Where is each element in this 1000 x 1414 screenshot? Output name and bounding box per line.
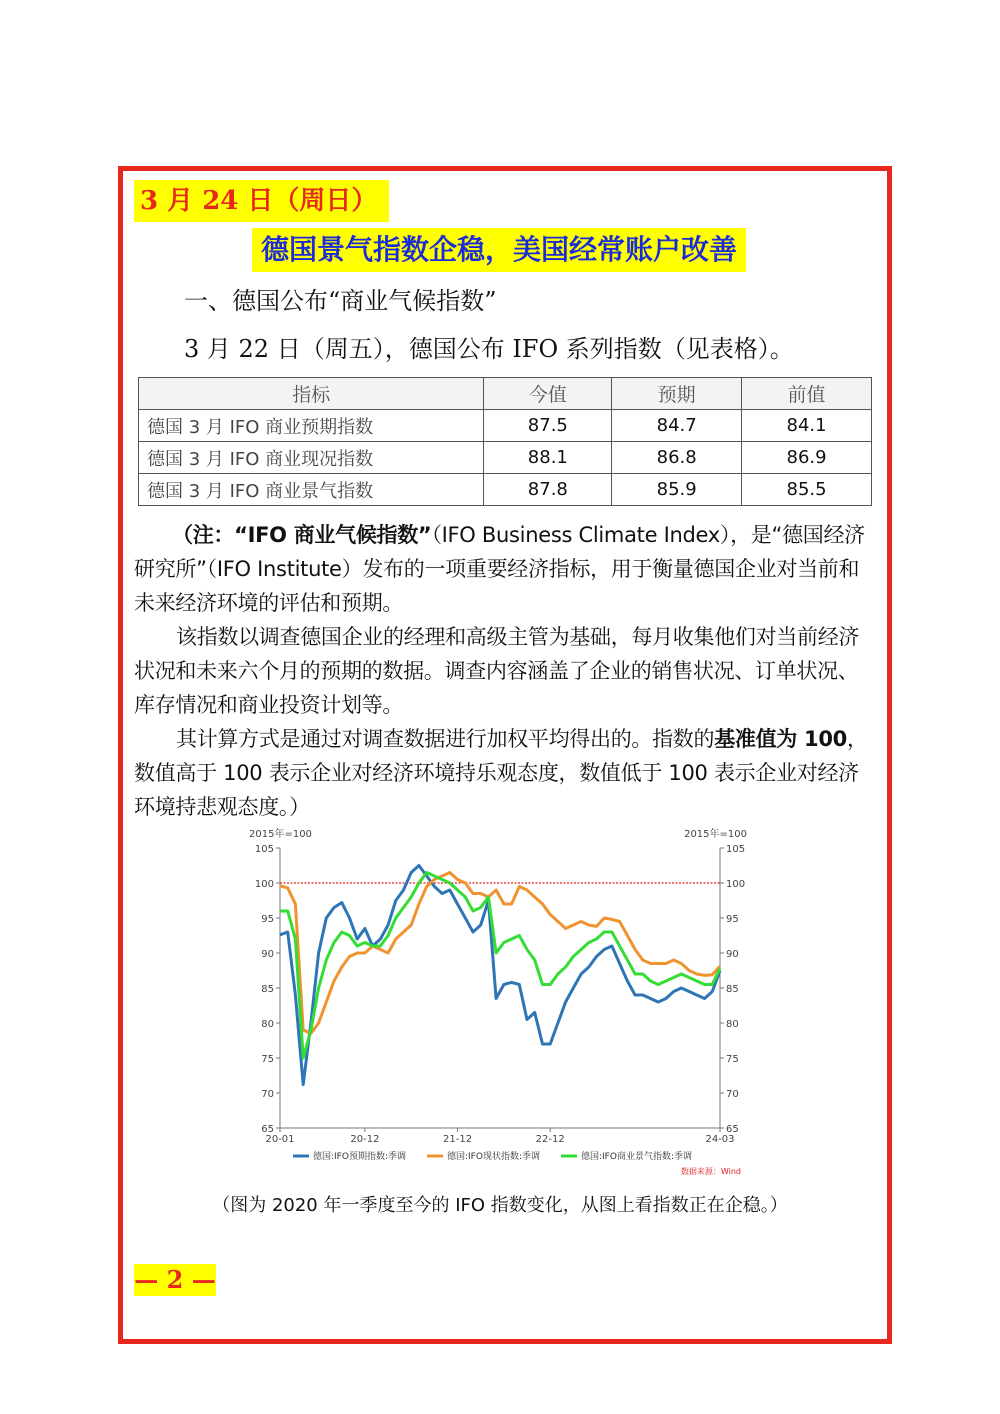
actual-value: 88.1 — [484, 442, 612, 474]
headline: 德国景气指数企稳，美国经常账户改善 — [252, 228, 746, 272]
chart-caption: （图为 2020 年一季度至今的 IFO 指数变化，从图上看指数正在企稳。） — [212, 1195, 788, 1216]
y-tick-label-left: 80 — [261, 1019, 274, 1030]
y-tick-label-left: 105 — [254, 844, 274, 855]
series-line-climate — [280, 873, 720, 1059]
x-tick-label: 21-12 — [443, 1134, 473, 1145]
y-tick-label-right: 100 — [726, 879, 746, 890]
forecast-value: 84.7 — [612, 410, 742, 442]
y-tick-label-left: 70 — [261, 1089, 274, 1100]
page-number: — 2 — — [134, 1265, 216, 1294]
y-tick-label-left: 75 — [261, 1054, 274, 1065]
actual-value: 87.5 — [484, 410, 612, 442]
y-tick-label-left: 90 — [261, 949, 274, 960]
y-tick-label-right: 65 — [726, 1124, 739, 1135]
y-tick-label-right: 80 — [726, 1019, 739, 1030]
x-tick-label: 24-03 — [705, 1134, 735, 1145]
ifo-table — [138, 377, 872, 506]
y-tick-label-right: 105 — [726, 844, 746, 855]
y-tick-label-right: 70 — [726, 1089, 739, 1100]
x-tick-label: 22-12 — [535, 1134, 565, 1145]
note-paragraph-2: 该指数以调查德国企业的经理和高级主管为基础，每月收集他们对当前经济状况和未来六个月的预期的数据。调查内容涵盖了企业的销售状况、订单状况、库存情况和商业投资计划等。 — [134, 625, 860, 717]
note-term: “IFO 商业气候指数” — [234, 523, 432, 547]
previous-value: 85.5 — [742, 474, 872, 506]
y-tick-label-left: 100 — [254, 879, 274, 890]
y-tick-label-right: 90 — [726, 949, 739, 960]
ifo-chart — [245, 824, 755, 1180]
left-unit-label: 2015年=100 — [249, 829, 312, 840]
y-tick-label-left: 95 — [261, 914, 274, 925]
note-definition: （IFO Business Climate Index），是“德国经济研究所”（IFO Institute）发布的一项重要经济指标，用于衡量德国企业对当前和未来经济环境的评估和预期。 — [134, 523, 865, 615]
x-tick-label: 20-01 — [265, 1134, 295, 1145]
right-unit-label: 2015年=100 — [684, 829, 747, 840]
previous-value: 84.1 — [742, 410, 872, 442]
forecast-value: 86.8 — [612, 442, 742, 474]
table-header-row — [139, 378, 872, 410]
legend-label-expectations: 德国:IFO预期指数:季调 — [313, 1152, 406, 1162]
y-tick-label-right: 85 — [726, 984, 739, 995]
y-tick-label-right: 95 — [726, 914, 739, 925]
indicator-name: 德国 3 月 IFO 商业现况指数 — [139, 442, 484, 474]
note-paragraph-3 — [134, 722, 870, 824]
note-text: ，数值高于 100 表示企业对经济环境持乐观态度，数值低于 100 表示企业对经济环境持悲观态度。） — [134, 727, 868, 819]
table-header: 指标 — [139, 378, 484, 410]
series-line-current — [280, 873, 720, 1034]
indicator-name: 德国 3 月 IFO 商业景气指数 — [139, 474, 484, 506]
indicator-name: 德国 3 月 IFO 商业预期指数 — [139, 410, 484, 442]
table-row — [139, 442, 872, 474]
date-badge: 3 月 24 日（周日） — [134, 180, 389, 222]
table-header: 预期 — [612, 378, 742, 410]
table-header: 今值 — [484, 378, 612, 410]
y-tick-label-left: 65 — [261, 1124, 274, 1135]
table-row — [139, 410, 872, 442]
table-header: 前值 — [742, 378, 872, 410]
actual-value: 87.8 — [484, 474, 612, 506]
table-row — [139, 474, 872, 506]
ifo-line-chart — [245, 824, 755, 1180]
intro-text: 3 月 22 日（周五），德国公布 IFO 系列指数（见表格）。 — [184, 335, 794, 363]
legend-label-climate: 德国:IFO商业景气指数:季调 — [581, 1152, 692, 1162]
x-tick-label: 20-12 — [350, 1134, 380, 1145]
note-paragraph-1 — [134, 518, 870, 620]
note-text: 其计算方式是通过对调查数据进行加权平均得出的。指数的 — [176, 727, 715, 751]
forecast-value: 85.9 — [612, 474, 742, 506]
chart-source: 数据来源：Wind — [680, 1167, 741, 1176]
note-baseline: 基准值为 100 — [714, 727, 847, 751]
section-title: 一、德国公布“商业气候指数” — [184, 287, 497, 315]
legend-label-current: 德国:IFO现状指数:季调 — [447, 1152, 540, 1162]
previous-value: 86.9 — [742, 442, 872, 474]
y-tick-label-left: 85 — [261, 984, 274, 995]
note-open: （注： — [172, 523, 235, 547]
y-tick-label-right: 75 — [726, 1054, 739, 1065]
